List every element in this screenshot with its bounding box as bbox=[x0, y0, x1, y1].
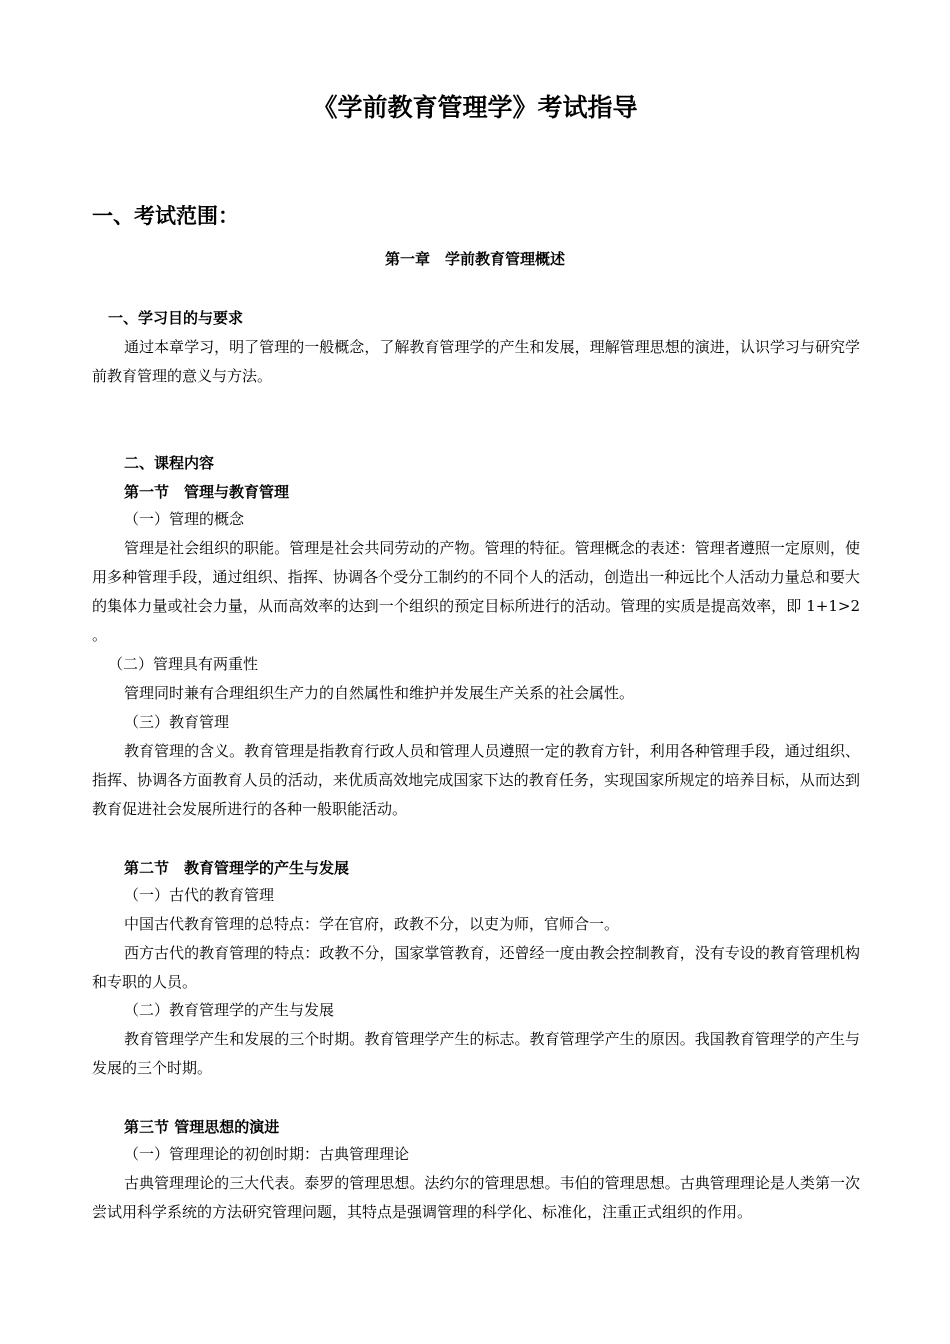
paragraph-education-management: 教育管理的含义。教育管理是指教育行政人员和管理人员遵照一定的教育方针，利用各种管理手段，通过组织、指挥、协调各方面教育人员的活动，来优质高效地完成国家下达的教育任务，实现国家所规定的培养目标，从而达到教育促进社会发展所进行的各种一般职能活动。 bbox=[92, 742, 860, 818]
chapter-heading: 第一章 学前教育管理概述 bbox=[384, 250, 565, 268]
paragraph-goals: 通过本章学习，明了管理的一般概念，了解教育管理学的产生和发展，理解管理思想的演进，认识学习与研究学前教育管理的意义与方法。 bbox=[92, 338, 860, 385]
subheading-content: 二、课程内容 bbox=[124, 454, 215, 472]
item-heading-2-1: （一）古代的教育管理 bbox=[124, 886, 275, 904]
paragraph-classical-theory: 古典管理理论的三大代表。泰罗的管理思想。法约尔的管理思想。韦伯的管理思想。古典管理理论是人类第一次尝试用科学系统的方法研究管理问题，其特点是强调管理的科学化、标准化，注重正式组织的作用。 bbox=[92, 1174, 860, 1221]
paragraph-management-concept: 管理是社会组织的职能。管理是社会共同劳动的产物。管理的特征。管理概念的表述：管理者遵照一定原则，使用多种管理手段，通过组织、指挥、协调各个受分工制约的不同个人的活动，创造出一种远比个人活动力量总和要大的集体力量或社会力量，从而高效率的达到一个组织的预定目标所进行的活动。管理的实质是提高效率，即 1+1>2 。 bbox=[92, 539, 860, 644]
paragraph-china-ancient: 中国古代教育管理的总特点：学在官府，政教不分，以吏为师，官师合一。 bbox=[124, 915, 620, 933]
item-heading-1-2: （二）管理具有两重性 bbox=[108, 655, 259, 673]
document-title: 《学前教育管理学》考试指导 bbox=[312, 93, 638, 122]
section-heading-3: 第三节 管理思想的演进 bbox=[124, 1118, 280, 1136]
item-heading-1-1: （一）管理的概念 bbox=[124, 510, 245, 528]
section-heading-1: 第一节 管理与教育管理 bbox=[124, 483, 290, 501]
item-heading-1-3: （三）教育管理 bbox=[124, 713, 230, 731]
paragraph-west-ancient: 西方古代的教育管理的特点：政教不分，国家掌管教育，还曾经一度由教会控制教育，没有专设的教育管理机构和专职的人员。 bbox=[92, 944, 860, 991]
paragraph-development: 教育管理学产生和发展的三个时期。教育管理学产生的标志。教育管理学产生的原因。我国教育管理学的产生与发展的三个时期。 bbox=[92, 1030, 860, 1077]
item-heading-3-1: （一）管理理论的初创时期：古典管理理论 bbox=[124, 1145, 410, 1163]
paragraph-duality: 管理同时兼有合理组织生产力的自然属性和维护并发展生产关系的社会属性。 bbox=[124, 684, 635, 702]
item-heading-2-2: （二）教育管理学的产生与发展 bbox=[124, 1001, 335, 1019]
subheading-goals: 一、学习目的与要求 bbox=[108, 309, 244, 327]
section-heading-2: 第二节 教育管理学的产生与发展 bbox=[124, 859, 350, 877]
section-heading-exam-scope: 一、考试范围： bbox=[92, 204, 239, 228]
